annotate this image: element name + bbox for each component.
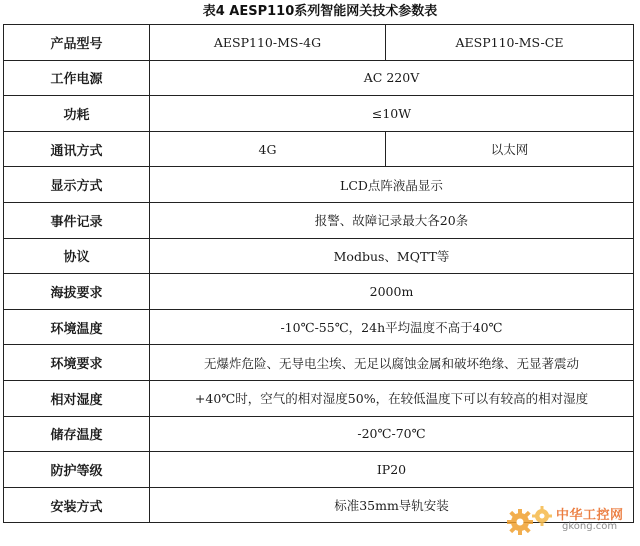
row-label: 功耗 [4, 96, 150, 132]
table-row-environment [4, 345, 634, 381]
row-label: 环境温度 [4, 309, 150, 345]
table-row-model [4, 25, 634, 61]
row-label: 海拔要求 [4, 274, 150, 310]
spec-table [3, 24, 634, 523]
cell-value: LCD点阵液晶显示 [150, 167, 634, 203]
row-label: 防护等级 [4, 452, 150, 488]
row-label: 安装方式 [4, 487, 150, 523]
row-label: 工作电源 [4, 60, 150, 96]
cell-value: AESP110-MS-4G [150, 25, 386, 61]
row-label: 相对湿度 [4, 380, 150, 416]
watermark-title: 中华工控网 [556, 508, 624, 523]
cell-value: ≤10W [150, 96, 634, 132]
cell-value: IP20 [150, 452, 634, 488]
row-label: 储存温度 [4, 416, 150, 452]
cell-value: -20℃-70℃ [150, 416, 634, 452]
table-row-protection [4, 452, 634, 488]
cell-value: AC 220V [150, 60, 634, 96]
row-label: 环境要求 [4, 345, 150, 381]
table-row-storage-temp [4, 416, 634, 452]
gear-icon [504, 498, 558, 540]
cell-value: 报警、故障记录最大各20条 [150, 202, 634, 238]
row-label: 显示方式 [4, 167, 150, 203]
table-row-power [4, 60, 634, 96]
table-row-humidity [4, 380, 634, 416]
table-row-communication [4, 131, 634, 167]
row-label: 事件记录 [4, 202, 150, 238]
table-row-protocol [4, 238, 634, 274]
cell-value: 以太网 [386, 131, 634, 167]
cell-value: AESP110-MS-CE [386, 25, 634, 61]
cell-value: +40℃时，空气的相对湿度50%，在较低温度下可以有较高的相对湿度 [150, 380, 634, 416]
cell-value: 4G [150, 131, 386, 167]
table-row-consumption [4, 96, 634, 132]
table-caption: 表4 AESP110系列智能网关技术参数表 [202, 4, 438, 19]
gkong-watermark [504, 496, 634, 542]
cell-value: 标准35mm导轨安装 [150, 487, 634, 523]
cell-value: Modbus、MQTT等 [150, 238, 634, 274]
cell-value: -10℃-55℃，24h平均温度不高于40℃ [150, 309, 634, 345]
table-row-display [4, 167, 634, 203]
cell-value: 无爆炸危险、无导电尘埃、无足以腐蚀金属和破坏绝缘、无显著震动 [150, 345, 634, 381]
row-label: 产品型号 [4, 25, 150, 61]
watermark-url: gkong.com [562, 521, 618, 532]
row-label: 通讯方式 [4, 131, 150, 167]
table-row-ambient-temp [4, 309, 634, 345]
cell-value: 2000m [150, 274, 634, 310]
row-label: 协议 [4, 238, 150, 274]
table-row-altitude [4, 274, 634, 310]
table-row-events [4, 202, 634, 238]
